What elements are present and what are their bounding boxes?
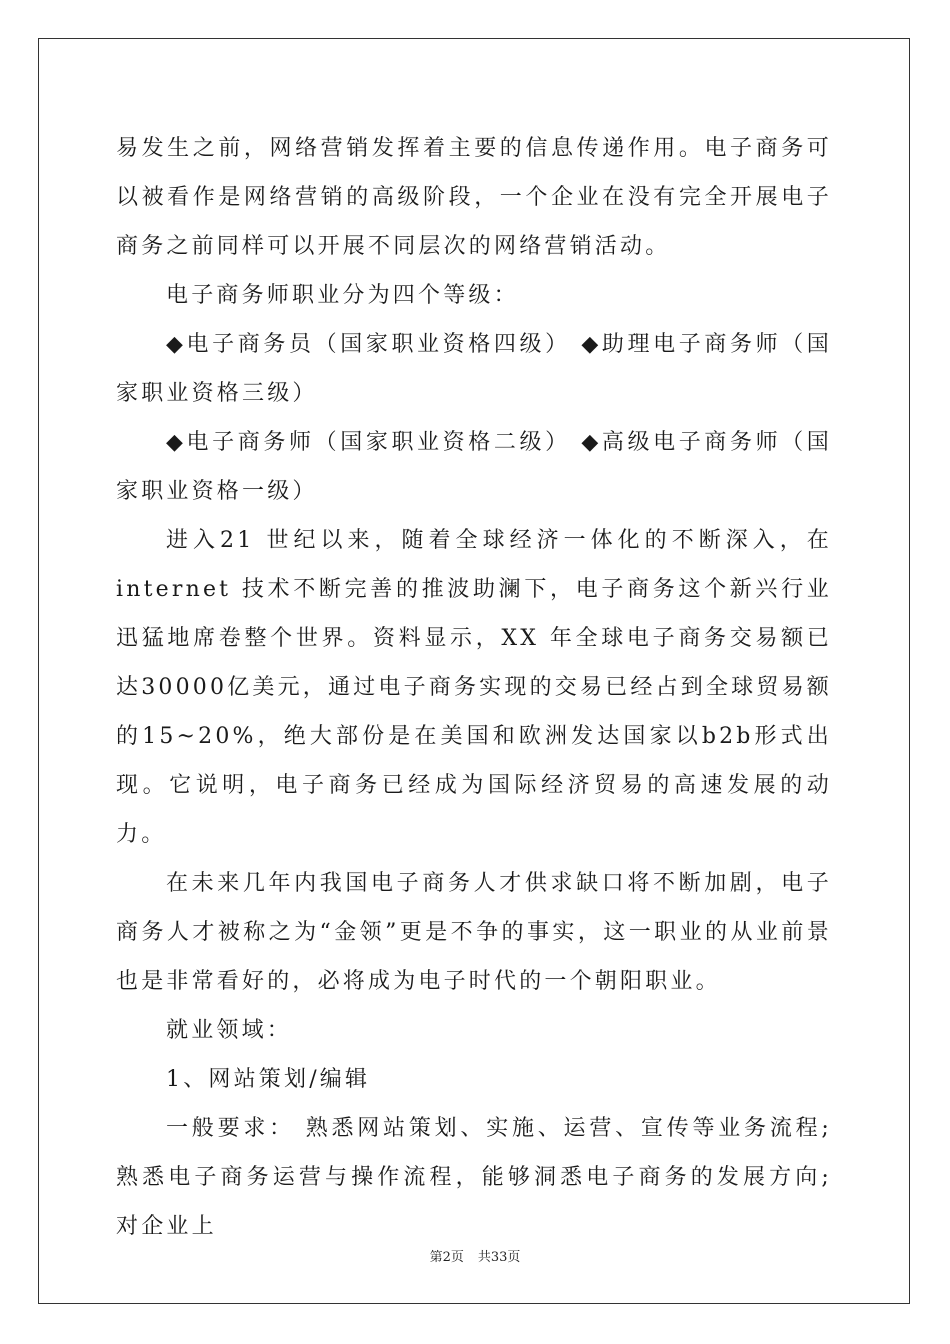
page-total: 共33页 [477,1250,521,1265]
paragraph-levels-intro: 电子商务师职业分为四个等级： [166,283,519,308]
paragraph-talent-demand: 在未来几年内我国电子商务人才供求缺口将不断加剧，电子商务人才被称之为“金领”更是不争的事实，这一职业的从业前景也是非常看好的，必将成为电子时代的一个朝阳职业。 [116,871,832,994]
document-body [116,124,832,1251]
page-footer [0,1246,950,1265]
page-number: 第2页 [429,1250,464,1265]
paragraph-continuation: 易发生之前，网络营销发挥着主要的信息传递作用。电子商务可以被看作是网络营销的高级阶段，一个企业在没有完全开展电子商务之前同样可以开展不同层次的网络营销活动。 [116,136,832,259]
paragraph-levels-2: ◆电子商务师（国家职业资格二级） ◆高级电子商务师（国家职业资格一级） [116,430,832,504]
paragraph-levels-1: ◆电子商务员（国家职业资格四级） ◆助理电子商务师（国家职业资格三级） [116,332,832,406]
paragraph-employment-heading: 就业领域： [166,1018,293,1043]
paragraph-requirements: 一般要求： 熟悉网站策划、实施、运营、宣传等业务流程;熟悉电子商务运营与操作流程，能够洞悉电子商务的发展方向;对企业上 [116,1116,832,1239]
paragraph-job-title: 1、网站策划/编辑 [166,1067,371,1092]
paragraph-global-trends: 进入21 世纪以来，随着全球经济一体化的不断深入，在internet 技术不断完善的推波助澜下，电子商务这个新兴行业迅猛地席卷整个世界。资料显示，XX 年全球电子商务交易额已达30000亿美元，通过电子商务实现的交易已经占到全球贸易额的15~20%，绝大部份是在美国和欧洲发达国家以b2b形式出现。它说明，电子商务已经成为国际经济贸易的高速发展的动力。 [116,528,832,847]
